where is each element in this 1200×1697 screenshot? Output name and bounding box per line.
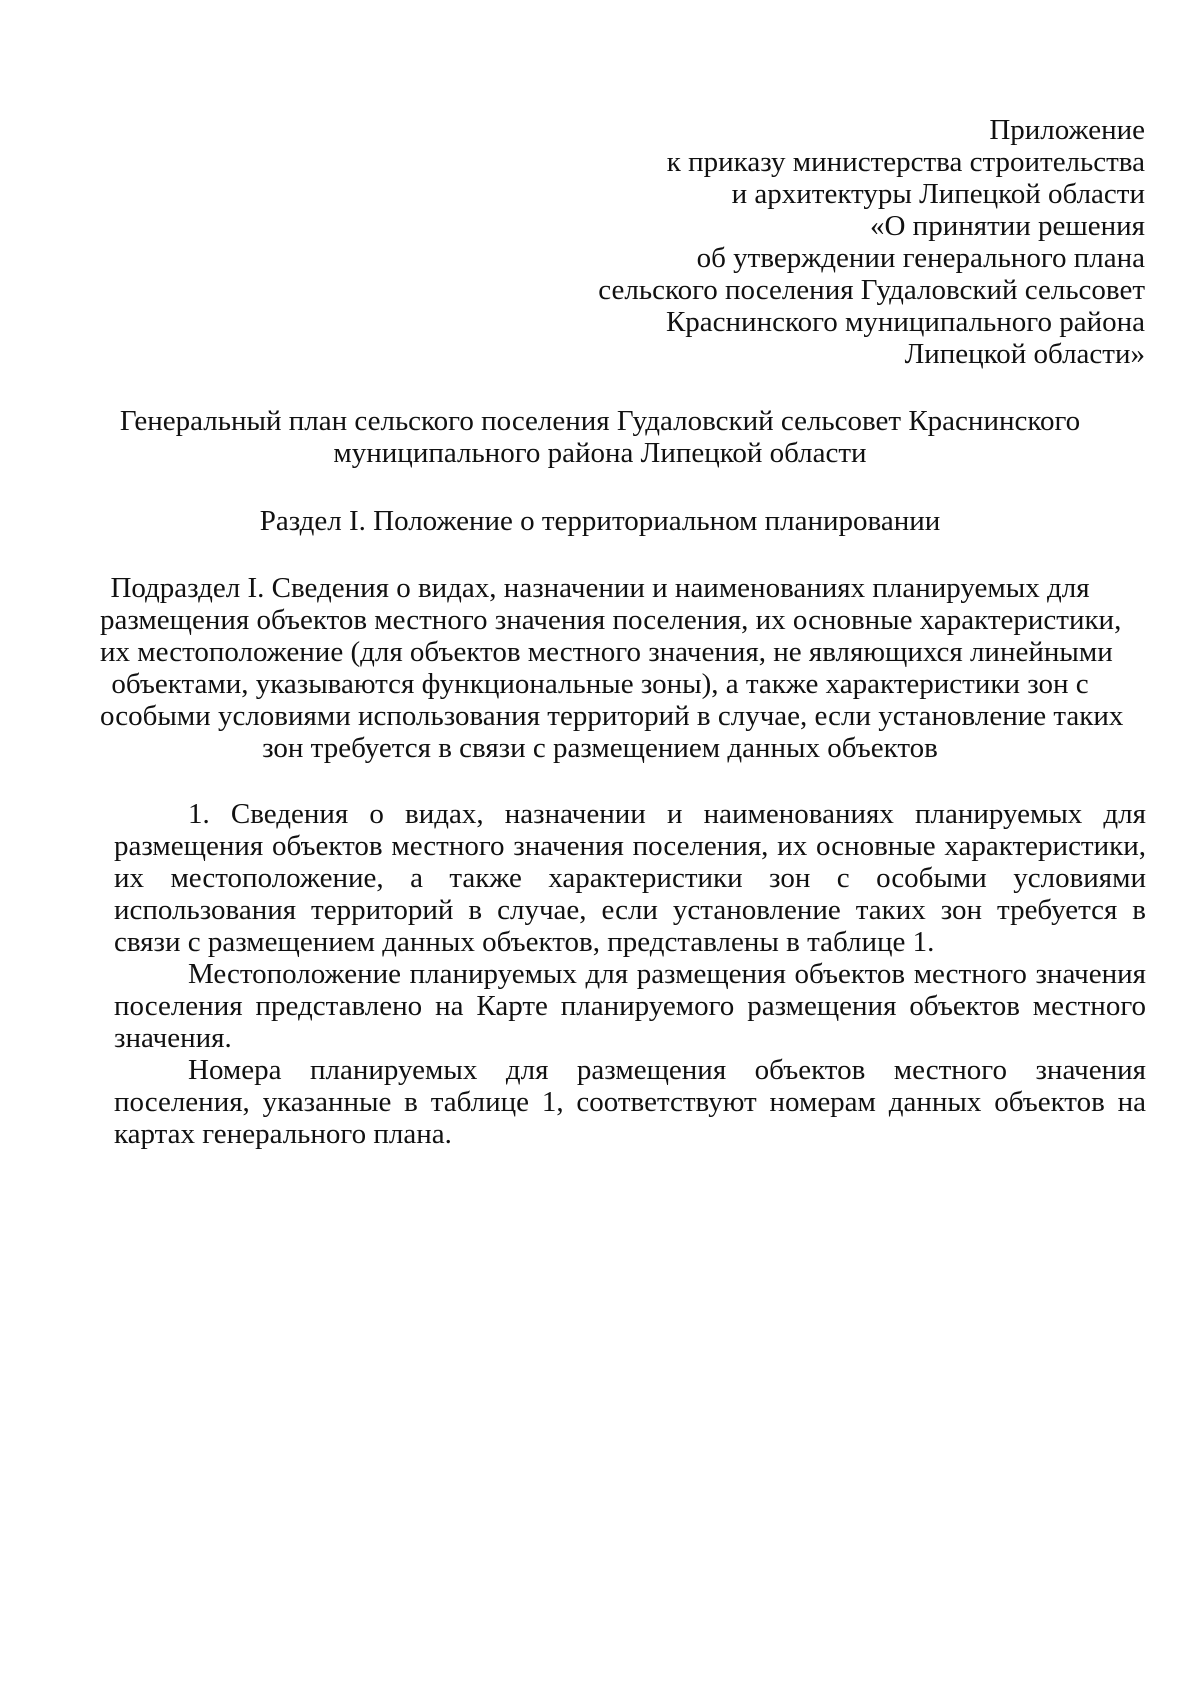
subsection-title-line: зон требуется в связи с размещением данных объектов <box>262 732 938 764</box>
document-title-line: Генеральный план сельского поселения Гудаловский сельсовет Краснинского <box>119 405 1081 437</box>
paragraph: Номера планируемых для размещения объектов местного значения поселения, указанные в таблице 1, соответствуют номерам данных объектов на картах генерального плана. <box>114 1054 1146 1150</box>
subsection-title-line: Подраздел I. Сведения о видах, назначении и наименованиях планируемых для <box>110 572 1090 604</box>
document-title <box>100 405 1100 469</box>
appendix-line: и архитектуры Липецкой области <box>731 178 1145 210</box>
body-text <box>114 798 1146 1150</box>
appendix-header <box>445 114 1145 370</box>
subsection-title-line: их местоположение (для объектов местного значения, не являющихся линейными <box>100 636 1113 668</box>
paragraph: 1. Сведения о видах, назначении и наименованиях планируемых для размещения объектов местного значения поселения, их основные характеристики, их местоположение, а также характеристики зон с особыми условиями использования территорий в случае, если установление таких зон требуется в связи с размещением данных объектов, представлены в таблице 1. <box>114 798 1146 958</box>
appendix-line: Краснинского муниципального района <box>665 306 1145 338</box>
appendix-line: «О принятии решения <box>869 210 1145 242</box>
appendix-line: об утверждении генерального плана <box>696 242 1145 274</box>
appendix-line: Приложение <box>989 114 1145 146</box>
document-title-line: муниципального района Липецкой области <box>333 437 867 469</box>
subsection-title-line: размещения объектов местного значения поселения, их основные характеристики, <box>100 604 1122 636</box>
paragraph: Местоположение планируемых для размещения объектов местного значения поселения представлено на Карте планируемого размещения объектов местного значения. <box>114 958 1146 1054</box>
subsection-title-line: особыми условиями использования территорий в случае, если установление таких <box>100 700 1124 732</box>
subsection-title <box>100 572 1124 764</box>
section-title: Раздел I. Положение о территориальном планировании <box>259 505 941 537</box>
appendix-line: сельского поселения Гудаловский сельсовет <box>598 274 1145 306</box>
appendix-line: к приказу министерства строительства <box>666 146 1145 178</box>
appendix-line: Липецкой области» <box>904 338 1145 370</box>
subsection-title-line: объектами, указываются функциональные зоны), а также характеристики зон с <box>111 668 1089 700</box>
